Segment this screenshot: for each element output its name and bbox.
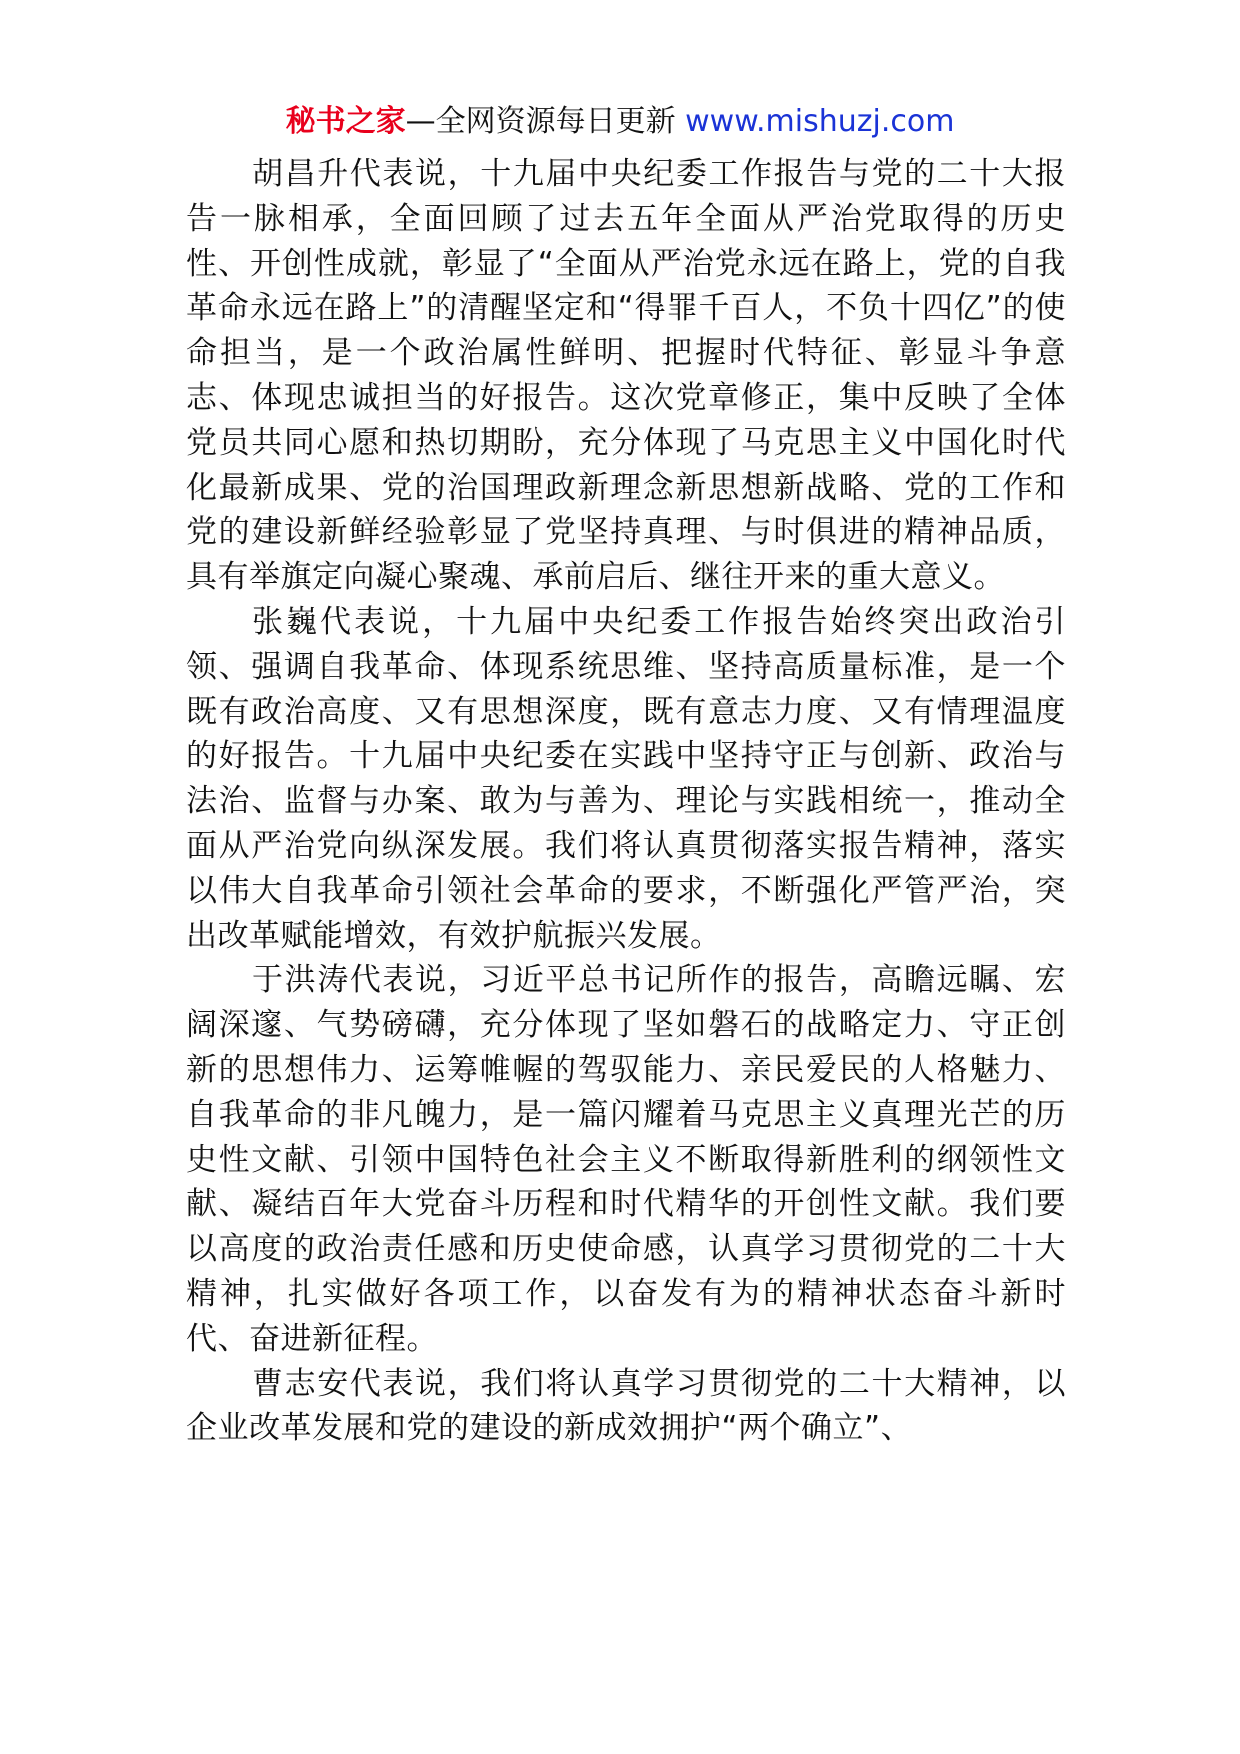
page-header — [0, 100, 1240, 144]
document-body — [186, 152, 1066, 1451]
brand-name: 秘书之家 — [285, 104, 406, 139]
paragraph-yu-hongtao: 于洪涛代表说，习近平总书记所作的报告，高瞻远瞩、宏阔深邃、气势磅礴，充分体现了坚如磐石的战略定力、守正创新的思想伟力、运筹帷幄的驾驭能力、亲民爱民的人格魅力、自我革命的非凡魄力，是一篇闪耀着马克思主义真理光芒的历史性文献、引领中国特色社会主义不断取得新胜利的纲领性文献、凝结百年大党奋斗历程和时代精华的开创性文献。我们要以高度的政治责任感和历史使命感，认真学习贯彻党的二十大精神，扎实做好各项工作，以奋发有为的精神状态奋斗新时代、奋进新征程。 — [186, 962, 1066, 1357]
paragraph-cao-zhian: 曹志安代表说，我们将认真学习贯彻党的二十大精神，以企业改革发展和党的建设的新成效拥护“两个确立”、 — [186, 1365, 1066, 1447]
site-url-link[interactable]: www.mishuzj.com — [685, 104, 955, 139]
header-tagline: —全网资源每日更新 — [405, 104, 676, 139]
paragraph-hu-changsheng: 胡昌升代表说，十九届中央纪委工作报告与党的二十大报告一脉相承，全面回顾了过去五年全面从严治党取得的历史性、开创性成就，彰显了“全面从严治党永远在路上，党的自我革命永远在路上”的清醒坚定和“得罪千百人，不负十四亿”的使命担当，是一个政治属性鲜明、把握时代特征、彰显斗争意志、体现忠诚担当的好报告。这次党章修正，集中反映了全体党员共同心愿和热切期盼，充分体现了马克思主义中国化时代化最新成果、党的治国理政新理念新思想新战略、党的工作和党的建设新鲜经验彰显了党坚持真理、与时俱进的精神品质，具有举旗定向凝心聚魂、承前启后、继往开来的重大意义。 — [186, 156, 1066, 596]
paragraph-zhang-wei: 张巍代表说，十九届中央纪委工作报告始终突出政治引领、强调自我革命、体现系统思维、坚持高质量标准，是一个既有政治高度、又有思想深度，既有意志力度、又有情理温度的好报告。十九届中央纪委在实践中坚持守正与创新、政治与法治、监督与办案、敢为与善为、理论与实践相统一，推动全面从严治党向纵深发展。我们将认真贯彻落实报告精神，落实以伟大自我革命引领社会革命的要求，不断强化严管严治，突出改革赋能增效，有效护航振兴发展。 — [186, 603, 1066, 954]
